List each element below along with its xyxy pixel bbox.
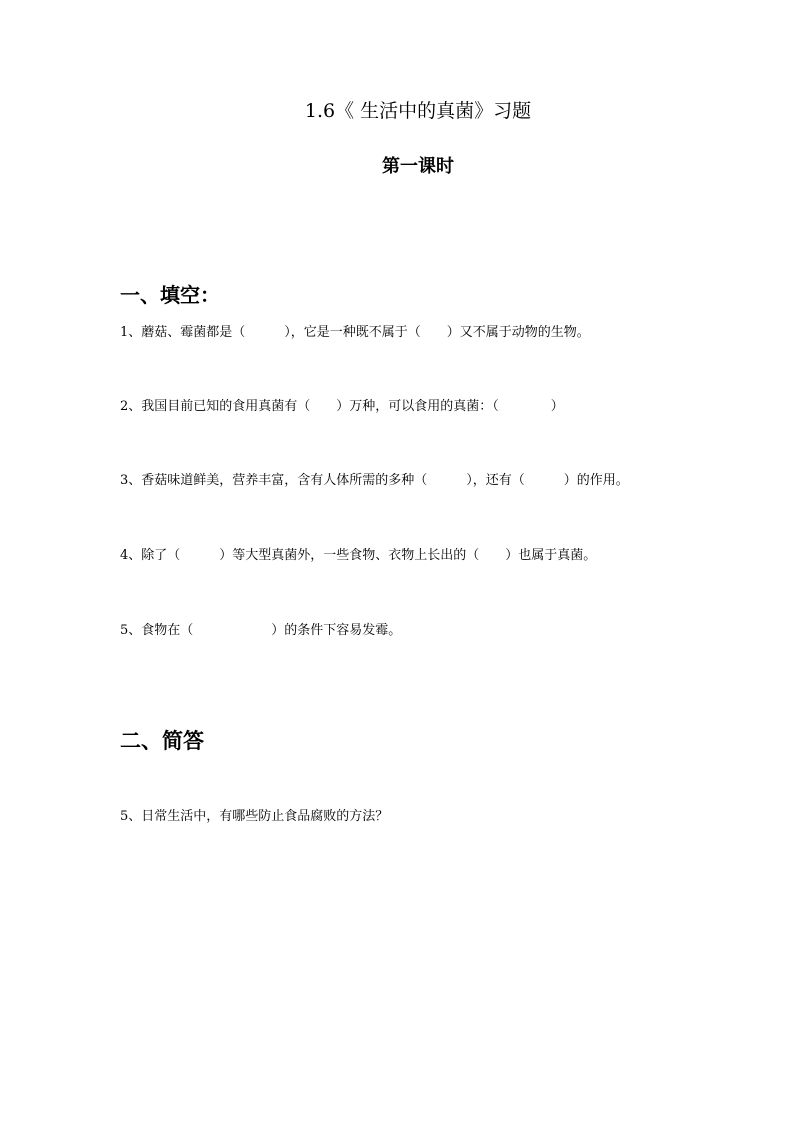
section-heading-short-answer: 二、简答 bbox=[120, 729, 204, 753]
section-heading-fill-blank: 一、填空： bbox=[120, 283, 220, 307]
question-item bbox=[120, 808, 388, 826]
question-text: 日常生活中，有哪些防止食品腐败的方法？ bbox=[141, 809, 389, 824]
question-number: 5、 bbox=[120, 809, 142, 824]
question-item bbox=[120, 472, 629, 490]
question-item bbox=[120, 324, 590, 342]
question-text: 除了（ ）等大型真菌外，一些食物、衣物上长出的（ ）也属于真菌。 bbox=[141, 548, 597, 563]
question-number: 2、 bbox=[120, 399, 142, 414]
question-item bbox=[120, 547, 596, 565]
question-item bbox=[120, 622, 401, 640]
question-text: 我国目前已知的食用真菌有（ ）万种，可以食用的真菌：（ ） bbox=[141, 399, 564, 414]
question-text: 香菇味道鲜美，营养丰富，含有人体所需的多种（ ），还有（ ）的作用。 bbox=[141, 473, 629, 488]
question-text: 食物在（ ）的条件下容易发霉。 bbox=[141, 623, 402, 638]
question-item bbox=[120, 398, 564, 416]
question-number: 4、 bbox=[120, 548, 142, 563]
question-number: 3、 bbox=[120, 473, 142, 488]
question-number: 5、 bbox=[120, 623, 142, 638]
page-title: 1.6《 生活中的真菌》习题 bbox=[304, 100, 532, 122]
page-subtitle: 第一课时 bbox=[382, 156, 454, 177]
question-number: 1、 bbox=[120, 325, 142, 340]
question-text: 蘑菇、霉菌都是（ ），它是一种既不属于（ ）又不属于动物的生物。 bbox=[141, 325, 590, 340]
